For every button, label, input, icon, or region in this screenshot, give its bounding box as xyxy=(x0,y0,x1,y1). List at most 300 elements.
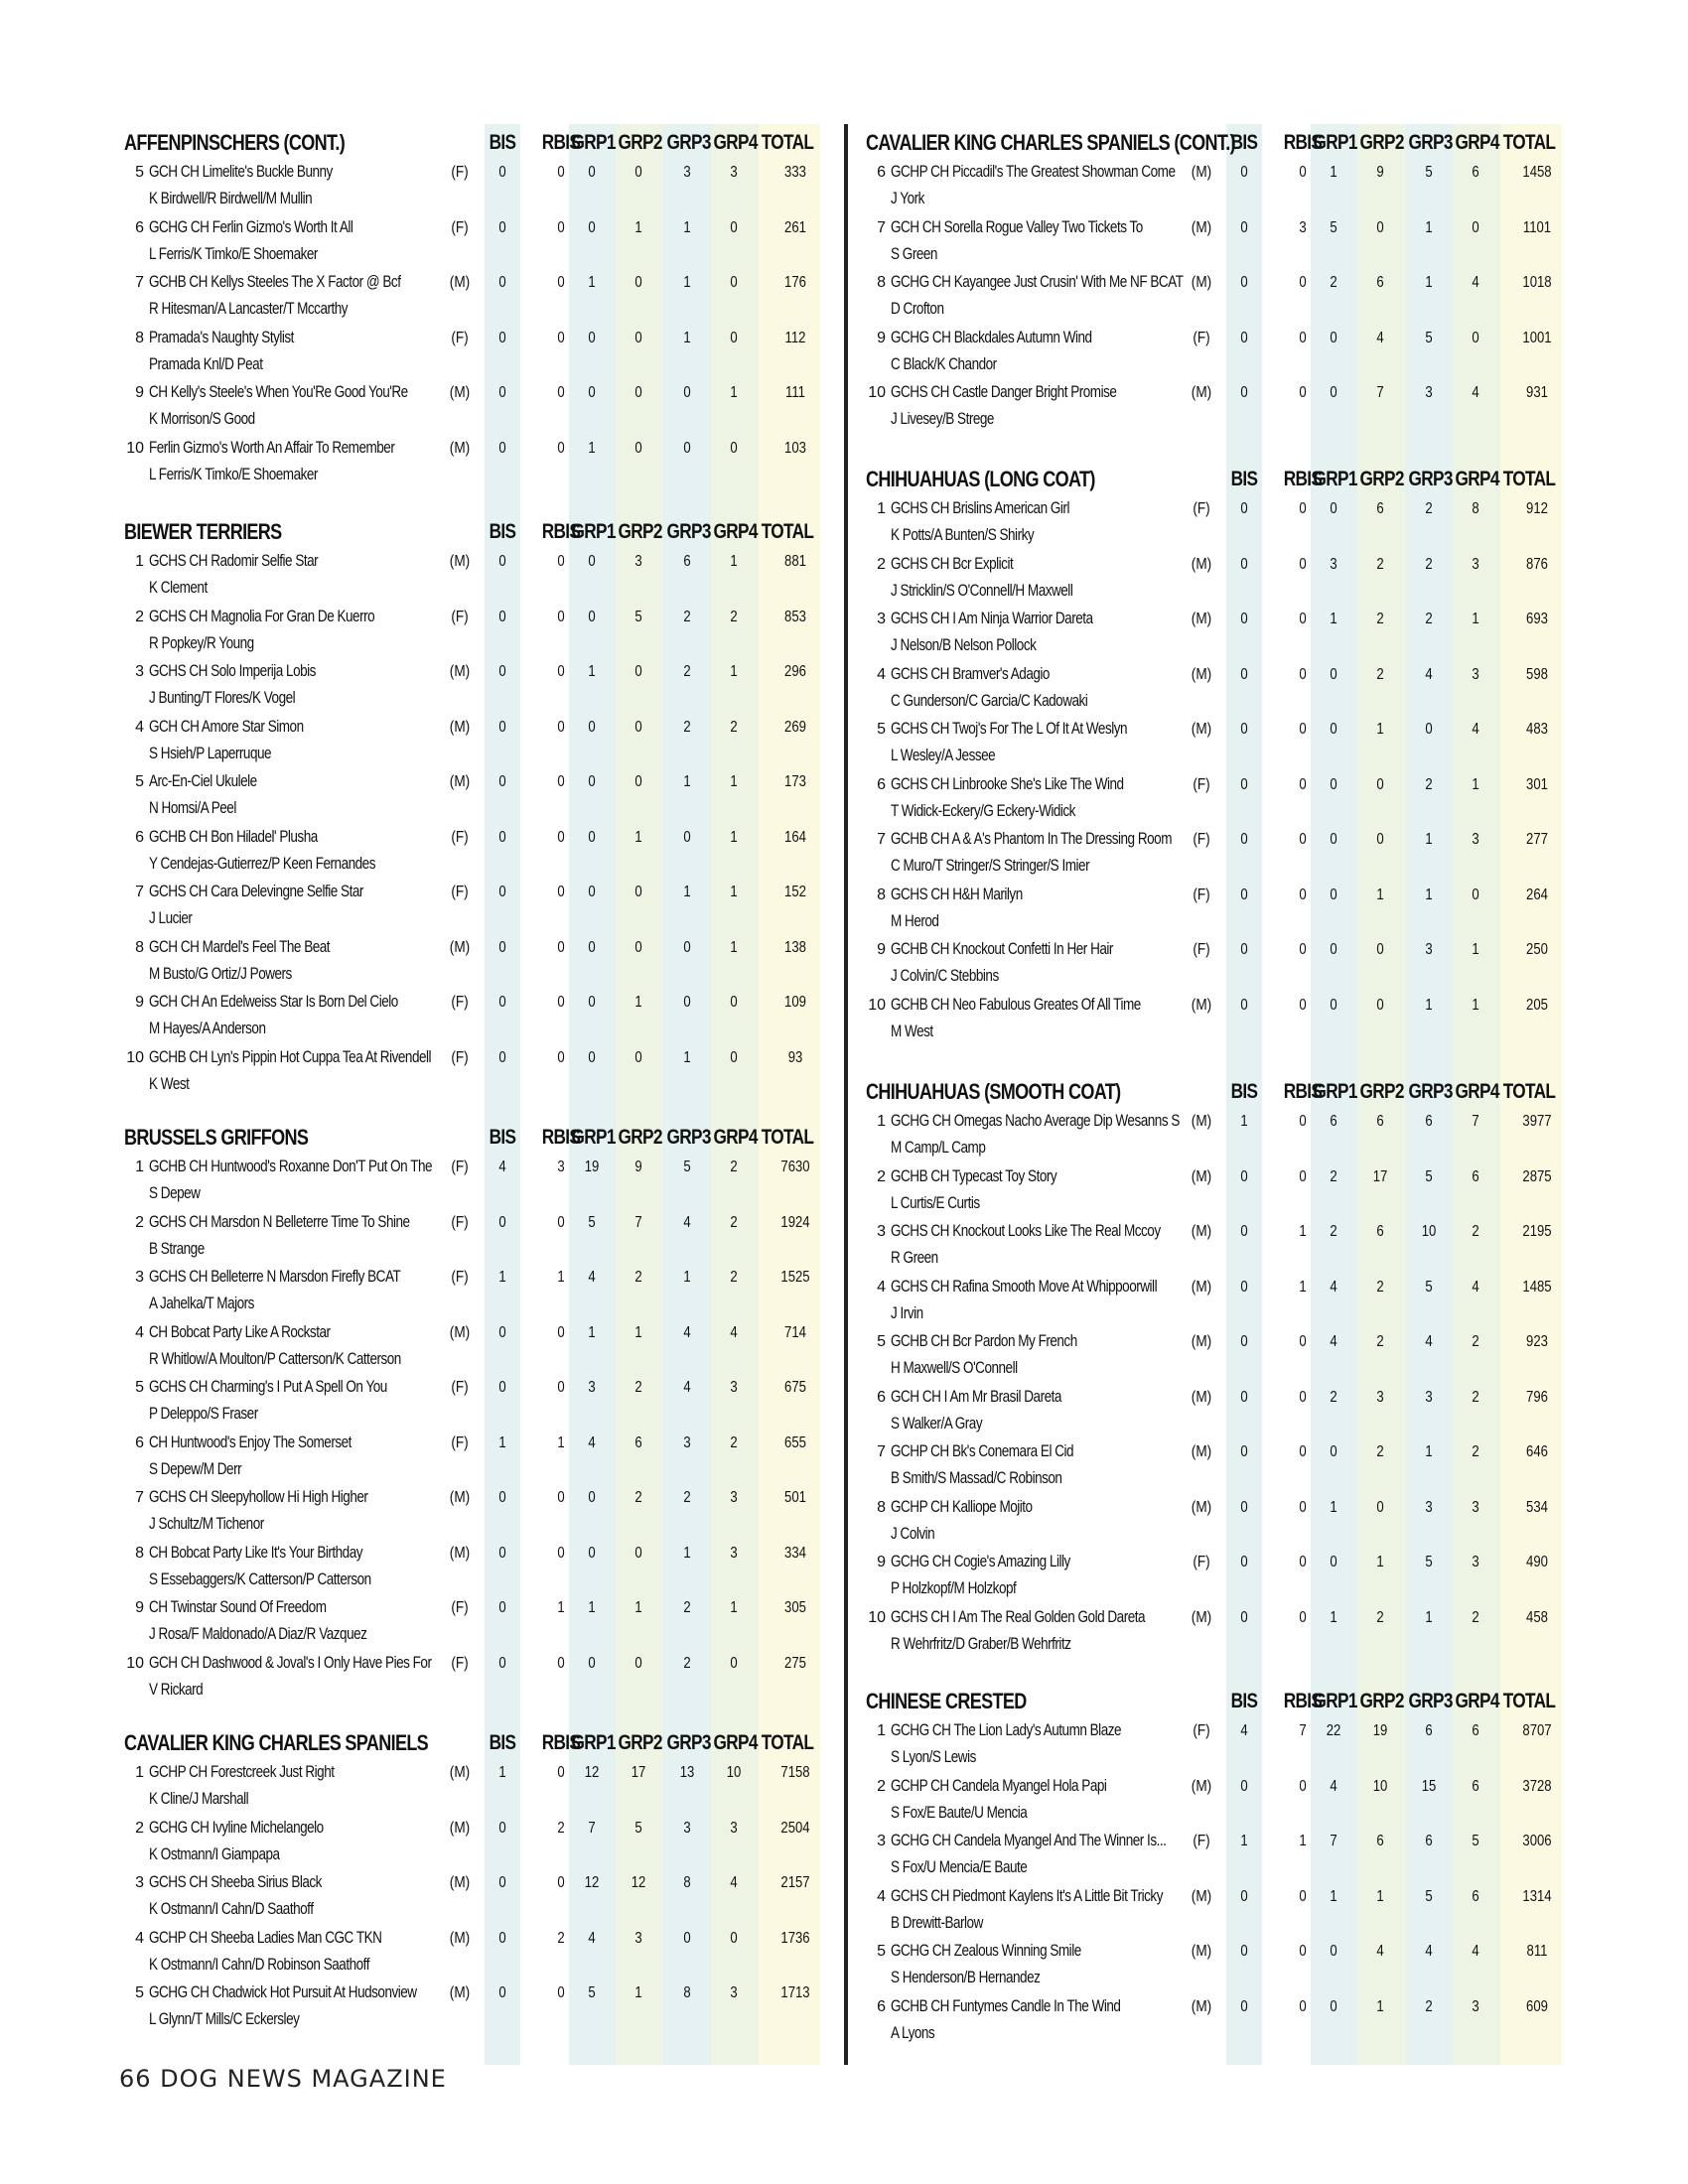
stat-rbis: 0 xyxy=(1299,775,1307,793)
stat-grp1: 1 xyxy=(588,274,596,291)
rank-number: 8 xyxy=(135,1544,144,1562)
dog-name: GCH CH I Am Mr Brasil Dareta xyxy=(891,1387,1061,1406)
stat-grp1: 0 xyxy=(1330,721,1337,738)
stat-rbis: 0 xyxy=(557,1654,565,1672)
stat-grp3: 2 xyxy=(1425,555,1433,573)
stat-rbis: 0 xyxy=(1299,1167,1307,1185)
sex-label: (F) xyxy=(1193,941,1210,958)
sex-label: (M) xyxy=(1191,1388,1212,1406)
ranking-entry xyxy=(124,604,814,659)
stat-total: 1924 xyxy=(780,1213,810,1231)
stat-grp1: 0 xyxy=(588,884,596,900)
rank-number: 9 xyxy=(877,329,886,346)
dog-name: GCHB CH Neo Fabulous Greates Of All Time xyxy=(891,995,1141,1014)
stat-grp1: 7 xyxy=(588,1819,596,1837)
stat-grp2: 1 xyxy=(1376,886,1384,903)
stat-rbis: 0 xyxy=(1299,384,1307,401)
owner-names: L Ferris/K Timko/E Shoemaker xyxy=(149,465,318,483)
stat-rbis: 0 xyxy=(1299,1113,1307,1130)
stat-total: 876 xyxy=(1526,555,1548,573)
sex-label: (F) xyxy=(451,1599,469,1616)
section-header xyxy=(124,127,814,159)
stat-rbis: 0 xyxy=(1299,611,1307,627)
stat-rbis: 0 xyxy=(1299,1443,1307,1460)
stat-total: 173 xyxy=(784,773,806,790)
section-title: AFFENPINSCHERS (CONT.) xyxy=(124,130,346,155)
stat-grp2: 17 xyxy=(1372,1167,1388,1185)
owner-names: J Colvin xyxy=(891,1524,935,1543)
stat-grp2: 2 xyxy=(1376,1443,1384,1460)
dog-name: GCH CH Mardel's Feel The Beat xyxy=(149,937,331,956)
stat-grp3: 1 xyxy=(683,1544,691,1562)
owner-names: K Ostmann/I Cahn/D Saathoff xyxy=(149,1900,314,1918)
column-header-grp3: GRP3 xyxy=(1408,1690,1453,1712)
section-header xyxy=(866,127,1556,159)
rank-number: 3 xyxy=(877,611,886,627)
stat-grp1: 6 xyxy=(1330,1113,1337,1130)
stat-grp4: 2 xyxy=(1472,1608,1479,1626)
dog-name: GCHG CH Ivyline Michelangelo xyxy=(149,1818,324,1837)
ranking-entry xyxy=(124,548,814,604)
stat-grp4: 1 xyxy=(730,828,738,846)
stat-grp4: 4 xyxy=(1472,274,1479,291)
dog-name: GCH CH An Edelweiss Star Is Born Del Cielo xyxy=(149,993,398,1011)
ranking-entry xyxy=(124,159,814,214)
stat-grp3: 5 xyxy=(1425,1554,1433,1570)
rank-number: 3 xyxy=(877,1833,886,1849)
stat-grp1: 1 xyxy=(1330,164,1337,181)
ranking-entry xyxy=(124,1044,814,1100)
stat-grp2: 0 xyxy=(1376,775,1384,793)
owner-names: P Holzkopf/M Holzkopf xyxy=(891,1579,1017,1597)
stat-bis: 0 xyxy=(1240,1333,1248,1350)
stat-grp4: 4 xyxy=(730,1323,738,1341)
stat-grp2: 0 xyxy=(634,884,642,900)
stat-grp1: 1 xyxy=(1330,611,1337,627)
column-header-total: TOTAL xyxy=(1502,1080,1556,1103)
stat-total: 655 xyxy=(784,1433,806,1451)
stat-rbis: 0 xyxy=(1299,1997,1307,2015)
stat-grp2: 2 xyxy=(634,1379,642,1396)
sex-label: (M) xyxy=(449,1874,471,1891)
ranking-entry xyxy=(124,658,814,714)
ranking-entry xyxy=(866,325,1556,380)
stat-rbis: 1 xyxy=(1299,1278,1307,1296)
column-header-bis: BIS xyxy=(1230,1080,1258,1103)
stat-rbis: 0 xyxy=(1299,1388,1307,1406)
column-header-grp3: GRP3 xyxy=(666,520,711,543)
column-header-total: TOTAL xyxy=(761,131,814,154)
sex-label: (F) xyxy=(451,884,469,900)
stat-grp3: 5 xyxy=(1425,329,1433,346)
stat-grp2: 0 xyxy=(634,384,642,401)
column-header-total: TOTAL xyxy=(1502,131,1556,154)
stat-grp2: 0 xyxy=(1376,1498,1384,1516)
sex-label: (F) xyxy=(1193,886,1210,903)
stat-grp1: 12 xyxy=(584,1764,600,1781)
rank-number: 7 xyxy=(877,831,886,848)
owner-names: K Ostmann/I Cahn/D Robinson Saathoff xyxy=(149,1955,369,1974)
stat-rbis: 0 xyxy=(1299,721,1307,738)
stat-bis: 0 xyxy=(498,1379,506,1396)
stat-total: 111 xyxy=(785,384,805,401)
dog-name: GCH CH Dashwood & Joval's I Only Have Pies For xyxy=(149,1653,432,1672)
rank-number: 3 xyxy=(135,1269,144,1286)
ranking-entry xyxy=(124,934,814,990)
stat-grp1: 4 xyxy=(1330,1278,1337,1296)
stat-grp2: 0 xyxy=(634,329,642,346)
stat-bis: 0 xyxy=(1240,1278,1248,1296)
stat-rbis: 7 xyxy=(1299,1722,1307,1739)
stat-grp1: 1 xyxy=(1330,1887,1337,1905)
stat-rbis: 0 xyxy=(557,663,565,680)
stat-grp4: 1 xyxy=(730,384,738,401)
sex-label: (F) xyxy=(451,1213,469,1231)
column-divider xyxy=(844,124,848,2065)
stat-grp2: 2 xyxy=(1376,665,1384,683)
column-header-grp2: GRP2 xyxy=(618,520,662,543)
stat-total: 912 xyxy=(1526,500,1548,517)
dog-name: GCHS CH Knockout Looks Like The Real Mccoy xyxy=(891,1222,1161,1240)
stat-total: 261 xyxy=(784,218,806,236)
stat-rbis: 0 xyxy=(1299,1943,1307,1960)
stat-grp3: 1 xyxy=(1425,1608,1433,1626)
owner-names: K Morrison/S Good xyxy=(149,410,255,428)
dog-name: GCHS CH Brislins American Girl xyxy=(891,499,1069,517)
stat-grp3: 2 xyxy=(1425,611,1433,627)
rank-number: 6 xyxy=(877,1388,886,1406)
stat-grp2: 3 xyxy=(634,1929,642,1947)
dog-name: GCHS CH Belleterre N Marsdon Firefly BCAT xyxy=(149,1268,401,1286)
stat-rbis: 0 xyxy=(557,1379,565,1396)
sex-label: (F) xyxy=(1193,329,1210,346)
stat-total: 275 xyxy=(784,1654,806,1672)
stat-grp3: 6 xyxy=(1425,1722,1433,1739)
column-header-grp4: GRP4 xyxy=(1455,1080,1499,1103)
ranking-entry xyxy=(866,159,1556,214)
owner-names: C Black/K Chandor xyxy=(891,354,997,373)
column-header-bis: BIS xyxy=(489,1731,516,1754)
stat-grp3: 3 xyxy=(1425,1498,1433,1516)
stat-rbis: 0 xyxy=(1299,1554,1307,1570)
ranking-entry xyxy=(866,379,1556,435)
stat-grp3: 2 xyxy=(683,1654,691,1672)
dog-name: GCHS CH Sheeba Sirius Black xyxy=(149,1873,322,1891)
stat-grp2: 0 xyxy=(634,439,642,457)
owner-names: S Green xyxy=(891,244,937,263)
dog-name: GCHP CH Sheeba Ladies Man CGC TKN xyxy=(149,1928,382,1947)
owner-names: B Drewitt-Barlow xyxy=(891,1913,983,1932)
stat-bis: 0 xyxy=(1240,721,1248,738)
owner-names: B Strange xyxy=(149,1239,205,1258)
ranking-entry xyxy=(866,771,1556,827)
stat-grp3: 5 xyxy=(1425,1167,1433,1185)
stat-grp1: 4 xyxy=(1330,1333,1337,1350)
rank-number: 10 xyxy=(868,996,886,1014)
breed-section xyxy=(124,1122,814,1705)
stat-grp4: 3 xyxy=(730,164,738,181)
stat-grp4: 10 xyxy=(726,1764,742,1781)
dog-name: GCHB CH Knockout Confetti In Her Hair xyxy=(891,940,1113,958)
stat-grp4: 0 xyxy=(1472,886,1479,903)
stat-grp2: 0 xyxy=(634,1544,642,1562)
section-title: BRUSSELS GRIFFONS xyxy=(124,1125,309,1150)
column-header-grp2: GRP2 xyxy=(1359,1080,1404,1103)
stat-bis: 0 xyxy=(1240,274,1248,291)
stat-grp3: 1 xyxy=(1425,886,1433,903)
rank-number: 4 xyxy=(135,1323,144,1341)
column-header-grp3: GRP3 xyxy=(1408,1080,1453,1103)
dog-name: GCHS CH I Am Ninja Warrior Dareta xyxy=(891,610,1093,627)
stat-total: 176 xyxy=(784,274,806,291)
stat-grp3: 0 xyxy=(1425,721,1433,738)
stat-grp3: 2 xyxy=(1425,775,1433,793)
owner-names: J Bunting/T Flores/K Vogel xyxy=(149,689,296,707)
dog-name: Ferlin Gizmo's Worth An Affair To Remember xyxy=(149,438,395,457)
ranking-entry xyxy=(866,1438,1556,1494)
stat-rbis: 0 xyxy=(557,1874,565,1891)
stat-rbis: 0 xyxy=(557,1323,565,1341)
stat-rbis: 0 xyxy=(557,1764,565,1781)
stat-grp4: 3 xyxy=(730,1379,738,1396)
rank-number: 6 xyxy=(135,218,144,236)
column-header-total: TOTAL xyxy=(1502,468,1556,490)
section-header xyxy=(866,464,1556,495)
sex-label: (M) xyxy=(449,553,471,570)
stat-bis: 0 xyxy=(1240,1777,1248,1795)
sex-label: (F) xyxy=(451,1654,469,1672)
stat-total: 138 xyxy=(784,938,806,956)
stat-grp2: 10 xyxy=(1372,1777,1388,1795)
stat-grp3: 2 xyxy=(683,718,691,736)
stat-bis: 0 xyxy=(498,1819,506,1837)
ranking-entry xyxy=(124,1979,814,2035)
sex-label: (M) xyxy=(1191,1223,1212,1240)
column-header-grp1: GRP1 xyxy=(571,1126,616,1149)
dog-name: GCHS CH Bcr Explicit xyxy=(891,554,1014,573)
stat-grp2: 3 xyxy=(1376,1388,1384,1406)
stat-bis: 0 xyxy=(1240,555,1248,573)
stat-grp1: 2 xyxy=(1330,1167,1337,1185)
stat-grp2: 0 xyxy=(634,718,642,736)
owner-names: K Cline/J Marshall xyxy=(149,1790,249,1808)
stat-grp4: 6 xyxy=(1472,1722,1479,1739)
ranking-entry xyxy=(866,1604,1556,1660)
stat-total: 112 xyxy=(784,329,806,346)
dog-name: GCHB CH Huntwood's Roxanne Don'T Put On The xyxy=(149,1158,433,1175)
sex-label: (F) xyxy=(1193,775,1210,793)
breed-section xyxy=(124,1727,814,2035)
stat-grp2: 1 xyxy=(1376,1887,1384,1905)
stat-grp4: 6 xyxy=(1472,1887,1479,1905)
stat-rbis: 0 xyxy=(557,1213,565,1231)
stat-grp1: 5 xyxy=(1330,218,1337,236)
rank-number: 10 xyxy=(126,439,144,457)
stat-grp2: 1 xyxy=(1376,1554,1384,1570)
breed-section xyxy=(866,1686,1556,2048)
dog-name: CH Twinstar Sound Of Freedom xyxy=(149,1598,327,1616)
ranking-entry xyxy=(124,1264,814,1319)
stat-grp2: 2 xyxy=(634,1269,642,1286)
stat-total: 458 xyxy=(1526,1608,1548,1626)
stat-grp2: 19 xyxy=(1372,1722,1388,1739)
ranking-entry xyxy=(124,214,814,270)
stat-total: 609 xyxy=(1526,1997,1548,2015)
stat-grp3: 1 xyxy=(683,884,691,900)
stat-grp2: 6 xyxy=(1376,1833,1384,1849)
stat-grp4: 3 xyxy=(1472,831,1479,848)
stat-grp4: 5 xyxy=(1472,1833,1479,1849)
sex-label: (M) xyxy=(1191,1498,1212,1516)
stat-grp1: 19 xyxy=(584,1159,600,1175)
ranking-entry xyxy=(866,1274,1556,1329)
stat-grp2: 0 xyxy=(634,663,642,680)
ranking-entry xyxy=(124,1594,814,1650)
sex-label: (F) xyxy=(451,329,469,346)
stat-grp3: 2 xyxy=(683,1489,691,1506)
owner-names: L Curtis/E Curtis xyxy=(891,1193,980,1212)
stat-grp1: 0 xyxy=(1330,1554,1337,1570)
stat-rbis: 3 xyxy=(557,1159,565,1175)
stat-bis: 0 xyxy=(1240,665,1248,683)
stat-bis: 0 xyxy=(1240,1887,1248,1905)
owner-names: J Livesey/B Strege xyxy=(891,410,994,428)
stat-total: 7630 xyxy=(780,1159,810,1175)
rank-number: 2 xyxy=(877,555,886,573)
sex-label: (M) xyxy=(449,1764,471,1781)
stat-rbis: 0 xyxy=(557,884,565,900)
stat-grp4: 1 xyxy=(730,663,738,680)
rank-number: 7 xyxy=(135,1489,144,1506)
column-header-grp4: GRP4 xyxy=(1455,1690,1499,1712)
dog-name: GCHB CH Bon Hiladel' Plusha xyxy=(149,827,318,846)
sex-label: (M) xyxy=(1191,611,1212,627)
stat-bis: 0 xyxy=(498,553,506,570)
rank-number: 7 xyxy=(135,884,144,900)
rank-number: 9 xyxy=(135,1599,144,1616)
stat-grp2: 2 xyxy=(1376,611,1384,627)
section-header xyxy=(124,1727,814,1759)
ranking-entry xyxy=(866,992,1556,1047)
stat-rbis: 0 xyxy=(557,329,565,346)
owner-names: S Hsieh/P Laperruque xyxy=(149,744,272,762)
stat-grp1: 2 xyxy=(1330,1388,1337,1406)
stat-grp3: 8 xyxy=(683,1874,691,1891)
sex-label: (M) xyxy=(1191,1113,1212,1130)
section-title: BIEWER TERRIERS xyxy=(124,519,282,544)
stat-bis: 1 xyxy=(498,1764,506,1781)
stat-bis: 1 xyxy=(498,1269,506,1286)
breed-section xyxy=(866,1076,1556,1659)
stat-rbis: 0 xyxy=(557,1489,565,1506)
stat-grp1: 2 xyxy=(1330,1223,1337,1240)
owner-names: J Nelson/B Nelson Pollock xyxy=(891,636,1037,654)
stat-grp1: 0 xyxy=(588,828,596,846)
owner-names: D Crofton xyxy=(891,300,944,318)
stat-grp4: 3 xyxy=(730,1489,738,1506)
column-header-total: TOTAL xyxy=(1502,1690,1556,1712)
column-header-total: TOTAL xyxy=(761,520,814,543)
stat-rbis: 0 xyxy=(1299,555,1307,573)
stat-grp2: 0 xyxy=(1376,996,1384,1014)
ranking-entry xyxy=(124,1815,814,1870)
owner-names: K Clement xyxy=(149,579,208,597)
stat-grp1: 1 xyxy=(588,1323,596,1341)
stat-grp2: 12 xyxy=(631,1874,646,1891)
stat-rbis: 0 xyxy=(1299,1333,1307,1350)
stat-grp2: 1 xyxy=(634,218,642,236)
stat-total: 305 xyxy=(784,1599,806,1616)
stat-total: 93 xyxy=(787,1048,803,1066)
stat-grp3: 15 xyxy=(1421,1777,1437,1795)
stat-grp4: 6 xyxy=(1472,164,1479,181)
stat-grp2: 6 xyxy=(634,1433,642,1451)
stat-grp1: 22 xyxy=(1326,1722,1341,1739)
rank-number: 6 xyxy=(877,1997,886,2015)
owner-names: C Gunderson/C Garcia/C Kadowaki xyxy=(891,691,1088,710)
dog-name: GCHP CH Bk's Conemara El Cid xyxy=(891,1442,1074,1460)
rank-number: 3 xyxy=(877,1223,886,1240)
stat-grp1: 0 xyxy=(588,1489,596,1506)
owner-names: A Lyons xyxy=(891,2023,935,2042)
dog-name: GCHP CH Candela Myangel Hola Papi xyxy=(891,1776,1107,1795)
stat-bis: 1 xyxy=(498,1433,506,1451)
stat-grp2: 2 xyxy=(1376,1278,1384,1296)
stat-grp4: 6 xyxy=(1472,1777,1479,1795)
stat-grp2: 0 xyxy=(1376,831,1384,848)
owner-names: S Fox/U Mencia/E Baute xyxy=(891,1858,1028,1876)
owner-names: S Depew xyxy=(149,1184,201,1202)
stat-grp2: 0 xyxy=(634,1654,642,1672)
stat-grp4: 1 xyxy=(730,773,738,790)
sex-label: (M) xyxy=(449,938,471,956)
stat-grp4: 8 xyxy=(1472,500,1479,517)
rank-number: 6 xyxy=(877,775,886,793)
column-header-grp2: GRP2 xyxy=(1359,468,1404,490)
stat-grp4: 4 xyxy=(1472,1278,1479,1296)
column-header-grp1: GRP1 xyxy=(571,131,616,154)
stat-bis: 0 xyxy=(498,1489,506,1506)
owner-names: K Ostmann/I Giampapa xyxy=(149,1844,280,1863)
stat-grp3: 0 xyxy=(683,828,691,846)
sex-label: (M) xyxy=(449,1489,471,1506)
rank-number: 3 xyxy=(135,663,144,680)
sex-label: (M) xyxy=(1191,721,1212,738)
owner-names: M West xyxy=(891,1022,933,1040)
stat-grp1: 0 xyxy=(588,329,596,346)
stat-total: 1525 xyxy=(780,1269,810,1286)
dog-name: GCHP CH Forestcreek Just Right xyxy=(149,1763,335,1781)
rank-number: 5 xyxy=(135,1984,144,2001)
stat-bis: 0 xyxy=(1240,218,1248,236)
stat-grp2: 2 xyxy=(1376,555,1384,573)
stat-bis: 0 xyxy=(498,773,506,790)
sex-label: (M) xyxy=(449,718,471,736)
stat-grp3: 4 xyxy=(1425,1333,1433,1350)
stat-grp3: 1 xyxy=(1425,996,1433,1014)
stat-total: 646 xyxy=(1526,1443,1548,1460)
stat-grp2: 1 xyxy=(634,994,642,1011)
ranking-entry xyxy=(866,882,1556,937)
dog-name: CH Kelly's Steele's When You'Re Good You'Re xyxy=(149,383,408,401)
sex-label: (F) xyxy=(451,1048,469,1066)
stat-grp4: 3 xyxy=(730,1984,738,2001)
stat-total: 333 xyxy=(784,164,806,181)
dog-name: GCHS CH Linbrooke She's Like The Wind xyxy=(891,774,1124,793)
stat-bis: 0 xyxy=(498,828,506,846)
stat-grp3: 0 xyxy=(683,994,691,1011)
stat-rbis: 0 xyxy=(557,439,565,457)
